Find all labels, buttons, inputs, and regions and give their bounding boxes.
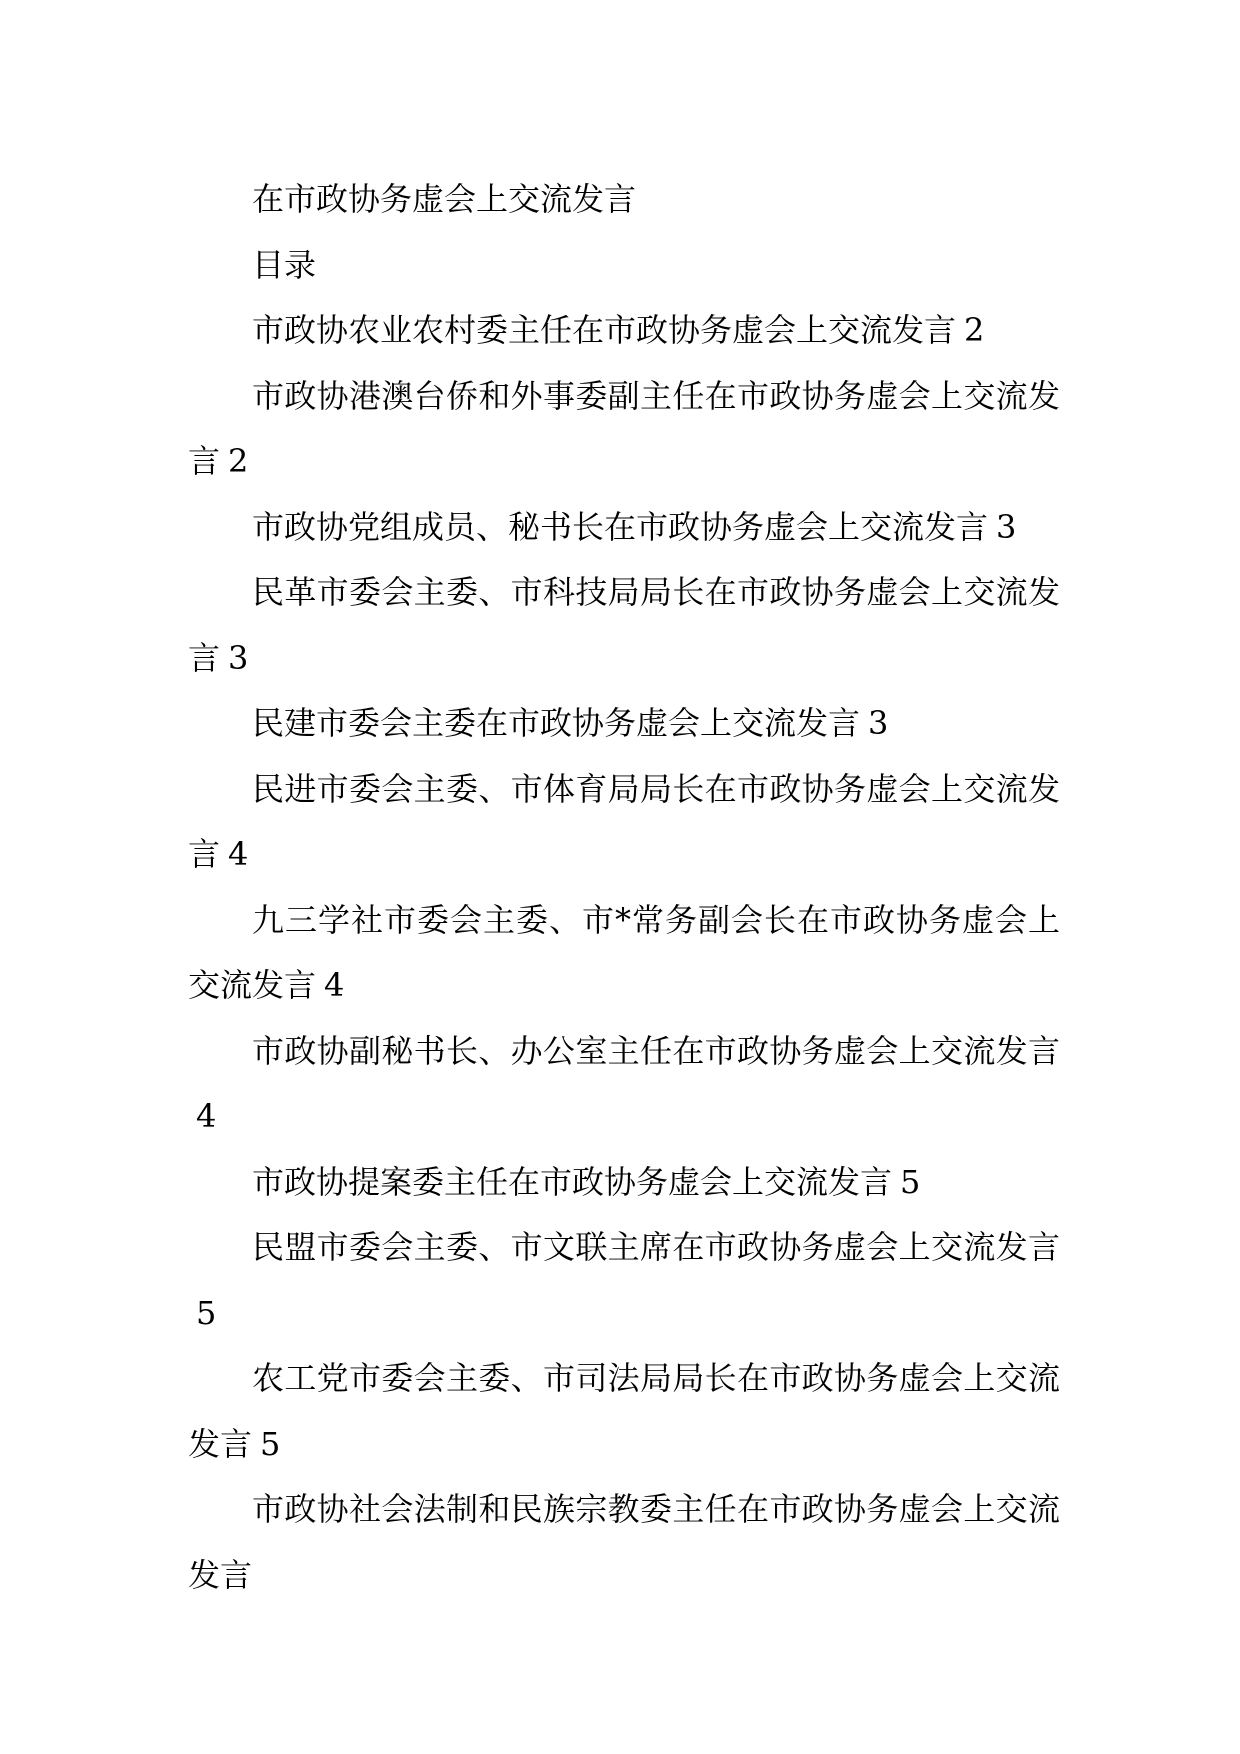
toc-entry bbox=[188, 1215, 1060, 1346]
document-body bbox=[188, 167, 1060, 1608]
toc-entry bbox=[188, 1346, 1060, 1477]
toc-entry bbox=[188, 1019, 1060, 1150]
toc-entry-page: 5 bbox=[260, 1424, 281, 1463]
toc-entry-title: 市政协农业农村委主任在市政协务虚会上交流发言 bbox=[252, 311, 957, 349]
toc-entry-title: 九三学社市委会主委、市*常务副会长在市政协务虚会上交流发言 bbox=[188, 900, 1060, 1004]
toc-entry-page: 4 bbox=[228, 835, 249, 873]
toc-entry-title: 民盟市委会主委、市文联主席在市政协务虚会上交流发言 bbox=[252, 1228, 1060, 1266]
toc-entry bbox=[188, 1477, 1060, 1608]
toc-entry-page: 4 bbox=[196, 1097, 217, 1135]
toc-entry-page: 2 bbox=[964, 311, 985, 349]
toc-entry-page: 3 bbox=[228, 638, 249, 677]
toc-entry-page: 4 bbox=[324, 966, 345, 1004]
toc-entry-title: 市政协港澳台侨和外事委副主任在市政协务虚会上交流发言 bbox=[188, 376, 1060, 480]
toc-entry-title: 市政协提案委主任在市政协务虚会上交流发言 bbox=[252, 1162, 893, 1201]
toc-entry bbox=[188, 364, 1060, 495]
document-title: 在市政协务虚会上交流发言 bbox=[252, 180, 637, 218]
toc-entry-title: 农工党市委会主委、市司法局局长在市政协务虚会上交流发言 bbox=[188, 1359, 1060, 1463]
toc-entry-title: 市政协社会法制和民族宗教委主任在市政协务虚会上交流发言 bbox=[188, 1490, 1060, 1594]
toc-entry-page: 5 bbox=[196, 1293, 217, 1332]
toc-entry-title: 民进市委会主委、市体育局局长在市政协务虚会上交流发言 bbox=[188, 769, 1060, 873]
toc-entry bbox=[188, 1150, 1060, 1216]
toc-entry bbox=[188, 560, 1060, 691]
toc-entry-title: 市政协党组成员、秘书长在市政协务虚会上交流发言 bbox=[252, 507, 989, 546]
toc-entry-page: 3 bbox=[996, 507, 1017, 546]
toc-entry-title: 民建市委会主委在市政协务虚会上交流发言 bbox=[252, 704, 861, 742]
toc-entry bbox=[188, 691, 1060, 757]
toc-entry-page: 5 bbox=[900, 1162, 921, 1201]
toc-entry bbox=[188, 888, 1060, 1019]
toc-entry bbox=[188, 298, 1060, 364]
toc-entry-page: 3 bbox=[868, 704, 889, 742]
toc-entry bbox=[188, 757, 1060, 888]
toc-entry-page: 2 bbox=[228, 442, 249, 480]
toc-entry-title: 市政协副秘书长、办公室主任在市政协务虚会上交流发言 bbox=[252, 1031, 1060, 1070]
toc-entry-title: 民革市委会主委、市科技局局长在市政协务虚会上交流发言 bbox=[188, 573, 1060, 677]
toc-heading: 目录 bbox=[252, 245, 317, 284]
toc-entry bbox=[188, 495, 1060, 561]
